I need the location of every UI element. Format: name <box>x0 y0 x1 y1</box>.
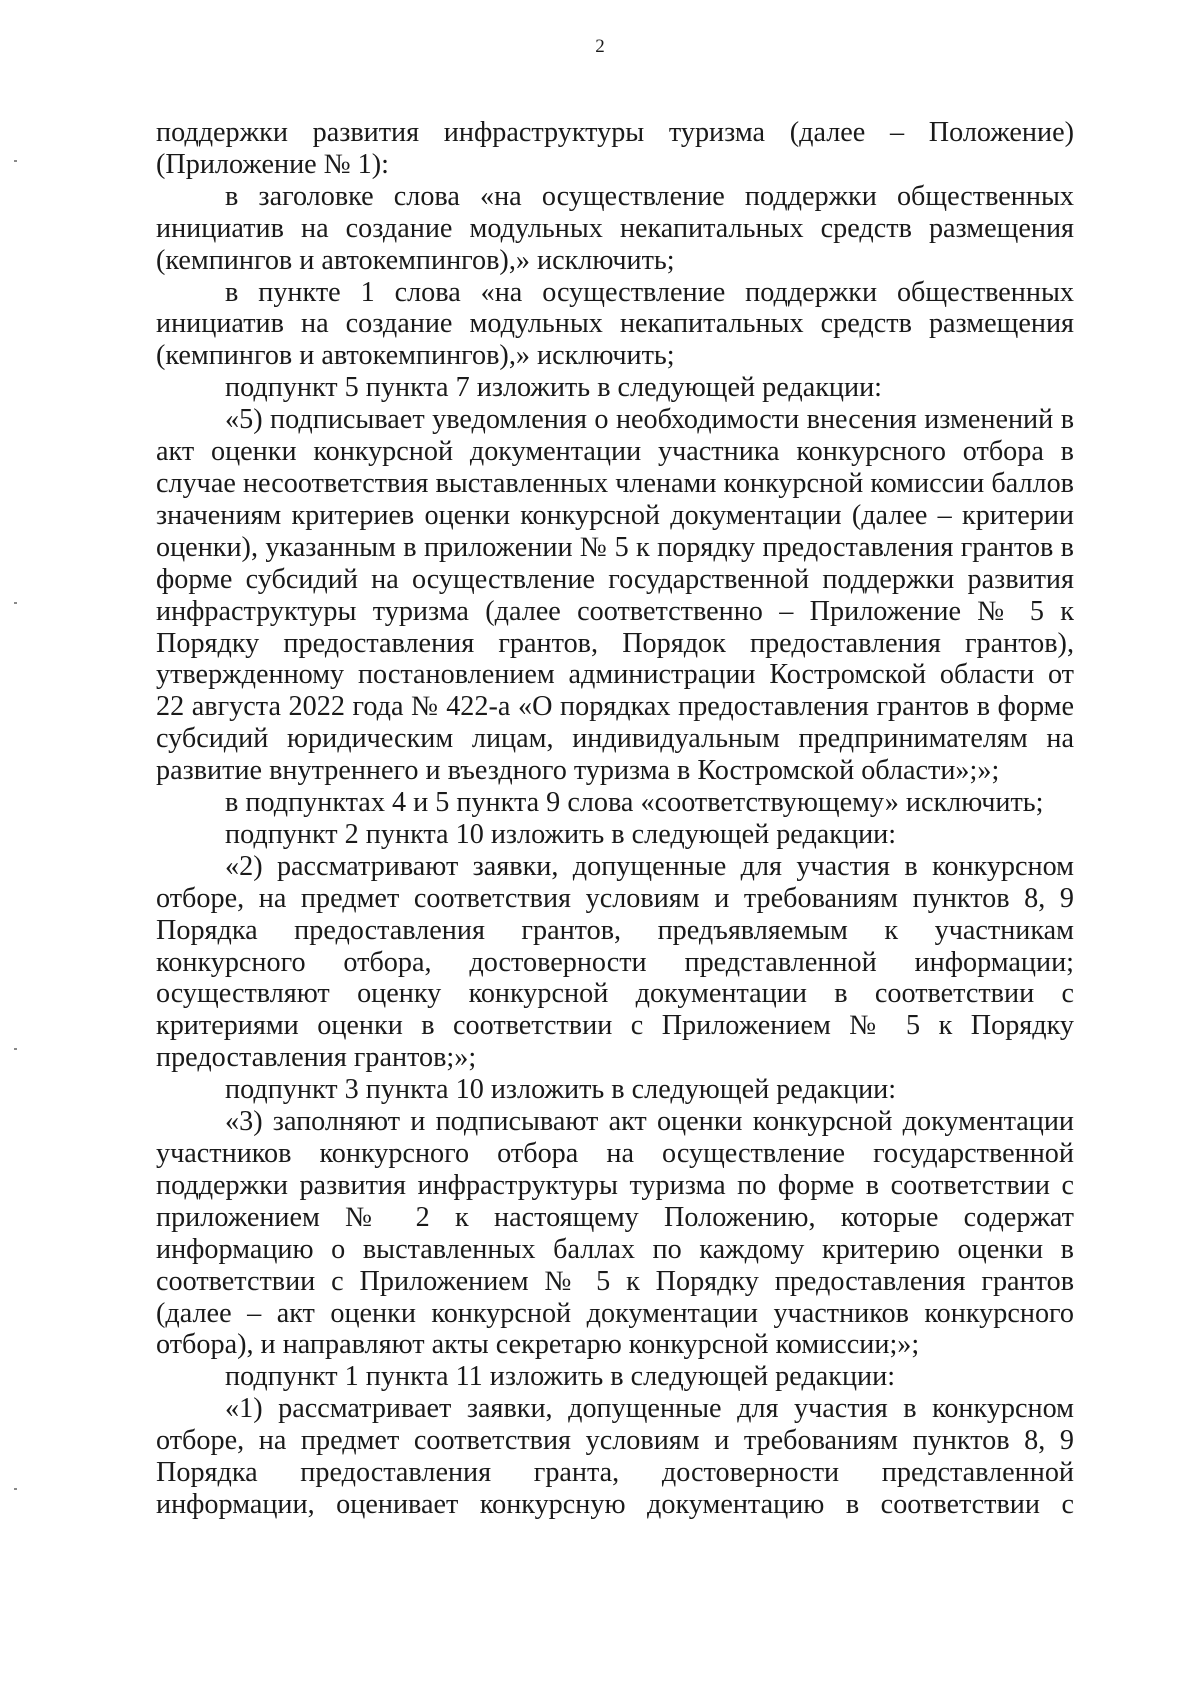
paragraph-subitem-5-item-7-heading: подпункт 5 пункта 7 изложить в следующей редакции: <box>225 372 882 404</box>
document-body <box>156 117 1074 1521</box>
paragraph-subitem-5-text: «5) подписывает уведомления о необходимости внесения изменений в акт оценки конкурсной документации участника конкурсного отбора в случае несоответствия выставленных членами конкурсной комиссии баллов значениям критериев оценки конкурсной документации (далее – критерии оценки), указанным в приложении № 5 к порядку предоставления грантов в форме субсидий на осуществление государственной поддержки развития инфраструктуры туризма (далее соответственно – Приложение № 5 к Порядку предоставления грантов, Порядок предоставления грантов), утвержденному постановлением администрации Костромской области от 22 августа 2022 года № 422-а «О порядках предоставления грантов в форме субсидий юридическим лицам, индивидуальным предпринимателям на развитие внутреннего и въездного туризма в Костромской области»;»; <box>156 404 1074 787</box>
paragraph-subitem-2-item-10-heading: подпункт 2 пункта 10 изложить в следующей редакции: <box>225 818 897 850</box>
paragraph-subitem-1-item-11-heading: подпункт 1 пункта 11 изложить в следующей редакции: <box>225 1361 896 1393</box>
page-number: 2 <box>595 36 605 57</box>
paragraph-subitem-1-text: «1) рассматривает заявки, допущенные для участия в конкурсном отборе, на предмет соответствия условиям и требованиям пунктов 8, 9 Порядка предоставления гранта, достоверности представленной информации, оценивает конкурсную документацию в соответствии с <box>156 1393 1074 1520</box>
paragraph-subitem-2-text: «2) рассматривают заявки, допущенные для участия в конкурсном отборе, на предмет соответствия условиям и требованиям пунктов 8, 9 Порядка предоставления грантов, предъявляемым к участникам конкурсного отбора, достоверности представленной информации; осуществляют оценку конкурсной документации в соответствии с критериями оценки в соответствии с Приложением № 5 к Порядку предоставления грантов;»; <box>156 850 1074 1074</box>
paragraph-item-9-amendment: в подпунктах 4 и 5 пункта 9 слова «соответствующему» исключить; <box>225 787 1044 819</box>
scan-artifact <box>14 160 17 162</box>
paragraph-intro: поддержки развития инфраструктуры туризма (далее – Положение) (Приложение № 1): <box>156 117 1074 180</box>
paragraph-subitem-3-text: «3) заполняют и подписывают акт оценки конкурсной документации участников конкурсного отбора на осуществление государственной поддержки развития инфраструктуры туризма по форме в соответствии с приложением № 2 к настоящему Положению, которые содержат информацию о выставленных баллах по каждому критерию оценки в соответствии с Приложением № 5 к Порядку предоставления грантов (далее – акт оценки конкурсной документации участников конкурсного отбора), и направляют акты секретарю конкурсной комиссии;»; <box>156 1106 1074 1361</box>
scan-artifact <box>14 1048 17 1050</box>
paragraph-subitem-3-item-10-heading: подпункт 3 пункта 10 изложить в следующей редакции: <box>225 1074 897 1106</box>
paragraph-item-1-amendment: в пункте 1 слова «на осуществление поддержки общественных инициатив на создание модульных некапитальных средств размещения (кемпингов и автокемпингов),» исключить; <box>156 276 1074 372</box>
scan-artifact <box>14 1488 17 1490</box>
paragraph-title-amendment: в заголовке слова «на осуществление поддержки общественных инициатив на создание модульных некапитальных средств размещения (кемпингов и автокемпингов),» исключить; <box>156 180 1074 276</box>
scan-artifact <box>14 602 17 604</box>
